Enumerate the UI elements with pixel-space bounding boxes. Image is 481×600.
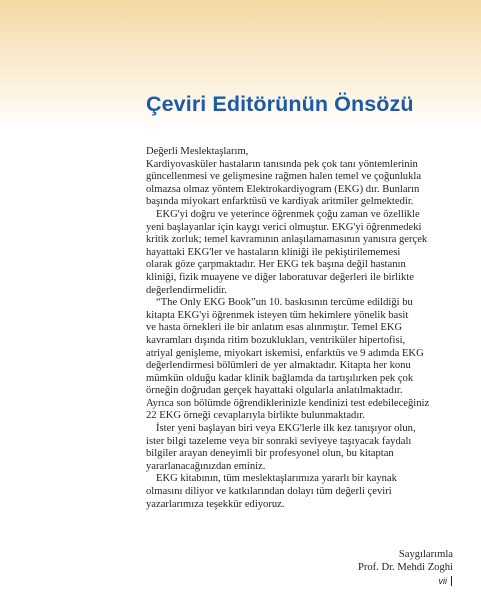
text-line: olarak göze çarpmaktadır. Her EKG tek başına değil hastanın: [146, 259, 406, 271]
paragraph: [146, 146, 449, 209]
text-line: kritik zorluk; temel kavramının anlaşılamamasının yanısıra gerçek: [146, 234, 428, 246]
paragraph: [146, 423, 449, 473]
text-line: 22 EKG örneği cevaplarıyla birlikte bulunmaktadır.: [146, 410, 365, 422]
text-line: Kardiyovasküler hastaların tanısında pek çok tanı yöntemlerinin: [146, 158, 418, 170]
paragraph: [146, 297, 449, 423]
page-number: vii: [438, 576, 447, 586]
text-line: yeni başlayanlar için kaygı verici olmuştur. EKG'yi öğrenmedeki: [146, 221, 422, 233]
text-line: hayattaki EKG'ler ve hastaların kliniği ile pekiştirilememesi: [146, 246, 401, 258]
preface-body: [146, 146, 449, 511]
text-line: ve hasta örnekleri ile bir anlatım esas alınmıştır. Temel EKG: [146, 322, 403, 334]
text-line: başında miyokart enfarktüsü ve kardiyak aritmiler gelmektedir.: [146, 196, 414, 208]
text-line: bilgiler arayan deneyimli bir profesyonel olun, bu kitaptan: [146, 448, 394, 460]
text-line: mümkün olduğu kadar klinik bağlamda da tartışılırken pek çok: [146, 372, 414, 384]
text-line: değerlendirmelidir.: [146, 284, 227, 296]
text-line: Ayrıca son bölümde öğrendiklerinizle kendinizi test edebileceğiniz: [146, 397, 430, 409]
text-line: EKG kitabının, tüm meslektaşlarımıza yararlı bir kaynak: [156, 473, 397, 485]
text-line: Değerli Meslektaşlarım,: [146, 146, 249, 157]
page-number-divider: [451, 576, 453, 586]
text-line: olmasını diliyor ve katkılarından dolayı tüm değerli çeviri: [146, 486, 392, 498]
text-line: atriyal genişleme, miyokart iskemisi, enfarktüs ve 9 adımda EKG: [146, 347, 424, 359]
author-name: Prof. Dr. Mehdi Zoghi: [357, 562, 453, 573]
closing-signature: [358, 548, 453, 574]
paragraph: [146, 473, 449, 511]
text-line: yararlanacağınızdan eminiz.: [146, 460, 266, 472]
text-line: “The Only EKG Book”un 10. baskısının tercüme edildiği bu: [156, 297, 413, 309]
text-line: kavramları dışında ritim bozuklukları, ventriküler hipertofisi,: [146, 334, 406, 346]
text-line: güncellenmesi ve gelişmesine rağmen halen temel ve çoğunlukla: [146, 171, 422, 183]
text-line: olmazsa olmaz yöntem Elektrokardiyogram (EKG) dır. Bunların: [146, 183, 420, 195]
text-line: yazarlarımıza teşekkür ediyoruz.: [146, 498, 285, 510]
text-line: değerlendirmesi bölümleri de yer almaktadır. Kitapta her konu: [146, 360, 411, 372]
closing-regards: Saygılarımla: [398, 549, 453, 560]
page-title: Çeviri Editörünün Önsözü: [146, 92, 414, 116]
text-line: örneğin doğrudan gerçek hayattaki olgularla anlatılmaktadır.: [146, 385, 403, 397]
text-line: kliniği, fizik muayene ve diğer laboratuvar değerleri ile birlikte: [146, 271, 414, 283]
paragraph: [146, 209, 449, 297]
text-line: ister bilgi tazeleme veya bir sonraki seviyeye taşıyacak faydalı: [146, 435, 412, 447]
text-line: İster yeni başlayan biri veya EKG'lerle ilk kez tanışıyor olun,: [156, 423, 416, 435]
text-line: EKG'yi doğru ve yeterince öğrenmek çoğu zaman ve özellikle: [156, 208, 420, 220]
text-line: kitapta EKG'yi öğrenmek isteyen tüm hekimlere yönelik basit: [146, 309, 409, 321]
